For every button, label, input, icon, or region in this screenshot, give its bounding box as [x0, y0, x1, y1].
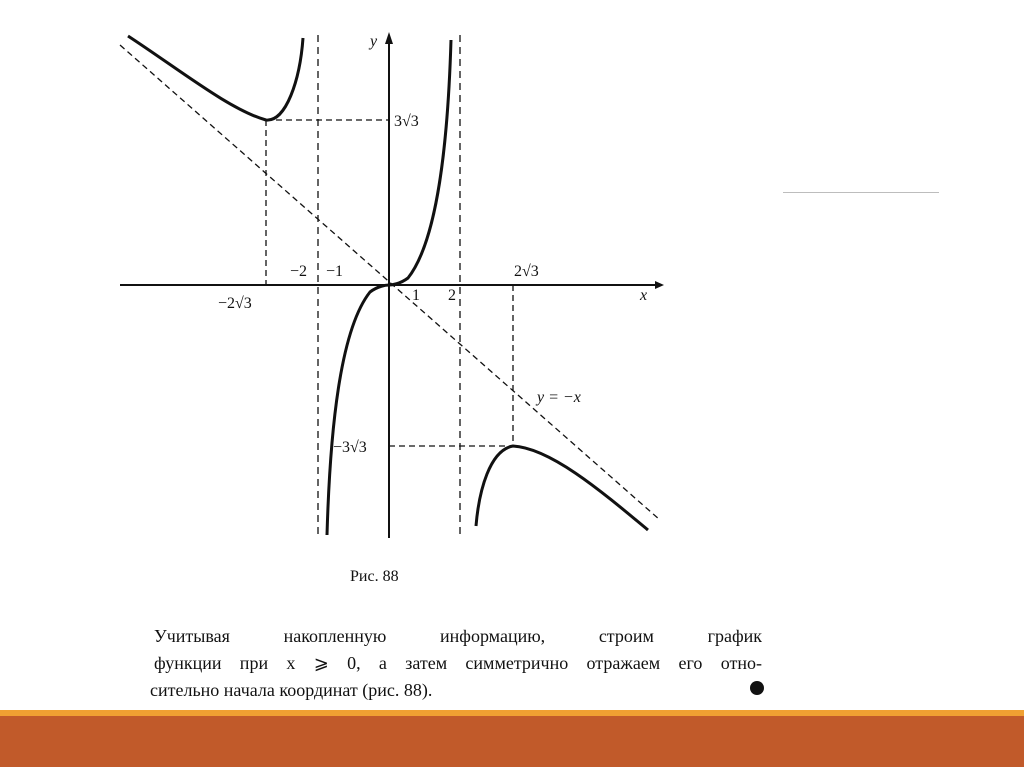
tick-label-neg2: −2: [290, 263, 308, 280]
tick-label-2sqrt3: 2√3: [514, 263, 539, 280]
end-of-proof-dot: [750, 681, 764, 695]
paragraph-line-1: Учитывая накопленную информацию, строим график: [154, 626, 762, 646]
figure-caption: Рис. 88: [350, 568, 399, 585]
x-axis-label: x: [640, 287, 648, 304]
tick-label-neg2sqrt3: −2√3: [218, 295, 252, 312]
tick-label-neg3sqrt3: −3√3: [333, 439, 367, 456]
tick-label-neg1: −1: [326, 263, 344, 280]
tick-label-2: 2: [448, 287, 456, 304]
y-axis-arrow: [385, 32, 393, 44]
tick-label-1: 1: [412, 287, 420, 304]
paragraph: [150, 623, 762, 704]
y-axis-label: y: [370, 33, 378, 50]
footer-band: [0, 716, 1024, 767]
x-axis-arrow: [655, 281, 664, 289]
paragraph-line-3: сительно начала координат (рис. 88).: [150, 680, 433, 700]
paragraph-line-2: функции при x ⩾ 0, а затем симметрично отражаем его отно-: [154, 653, 762, 673]
tick-label-3sqrt3: 3√3: [394, 113, 419, 130]
curve-branch-right: [476, 446, 648, 530]
asymptote-label: y = −x: [537, 389, 581, 406]
curve-branch-left: [128, 36, 303, 120]
